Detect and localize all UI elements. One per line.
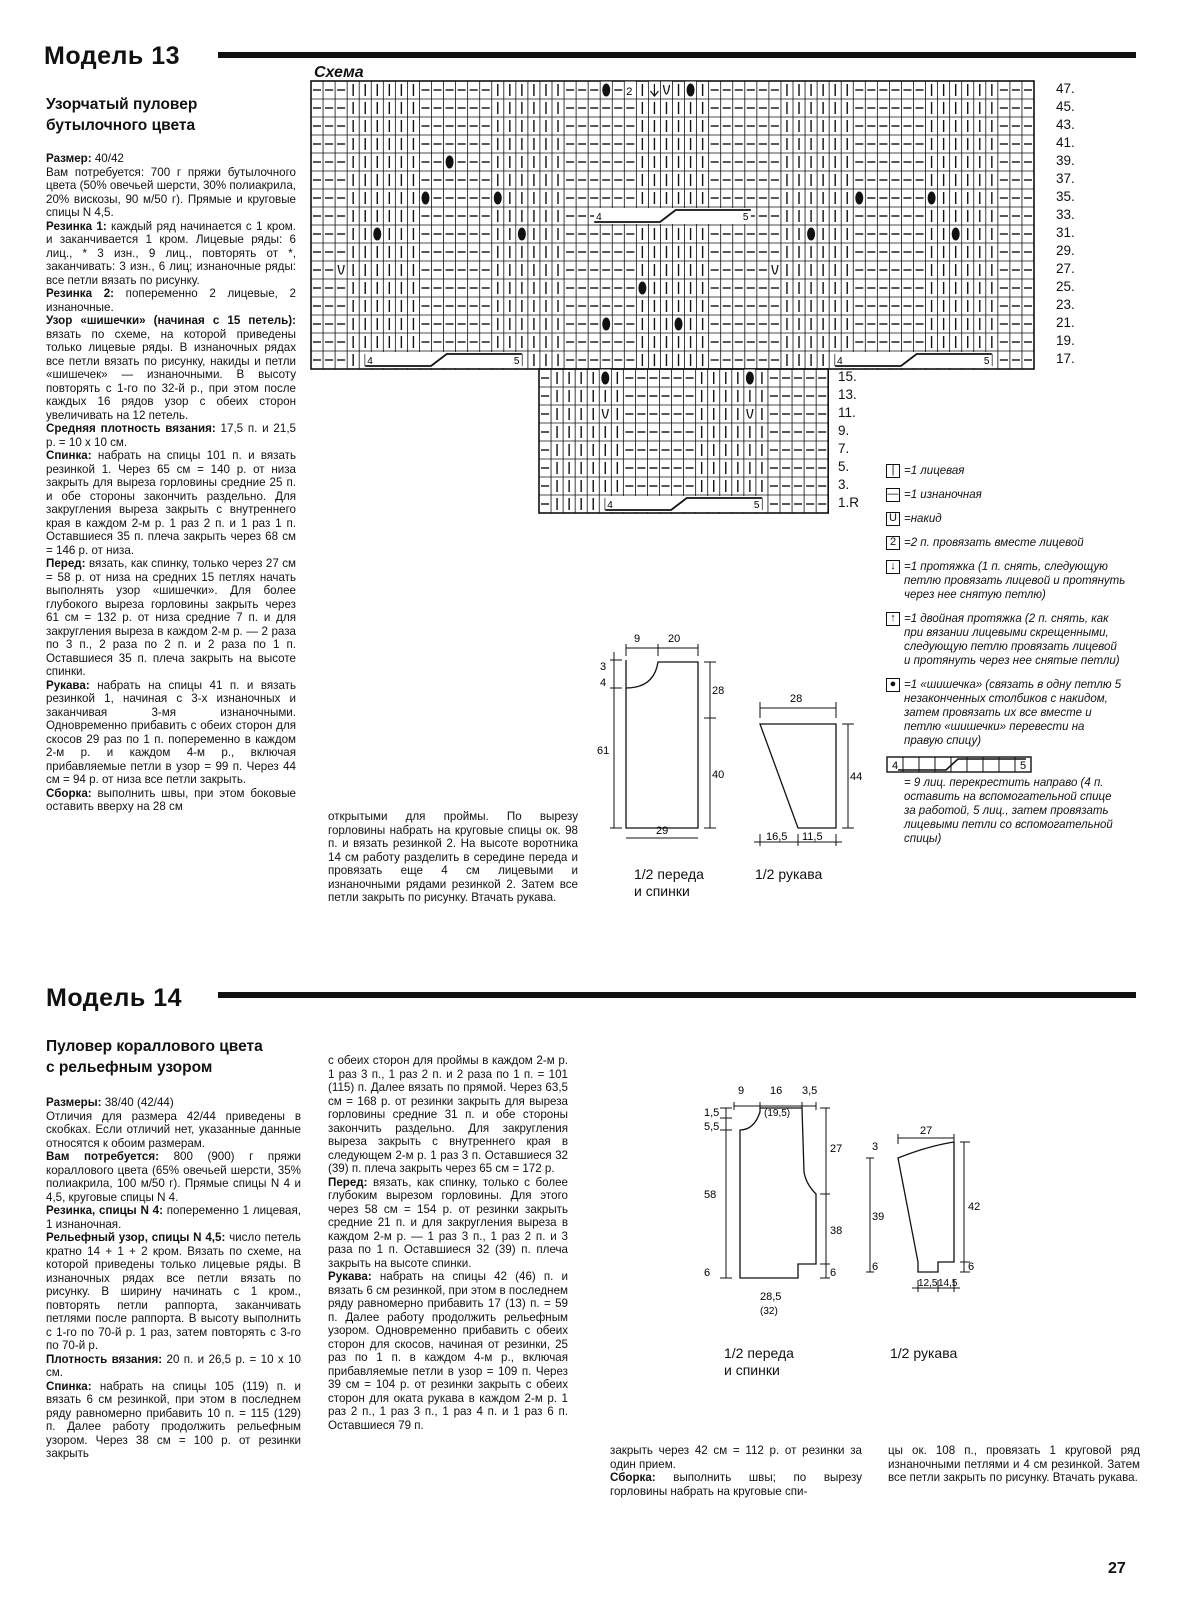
cable-left-num: 4: [837, 356, 843, 367]
slip-decrease-icon: ↓: [886, 560, 900, 574]
bobble-icon: [421, 192, 429, 205]
bobble-icon: [601, 372, 609, 385]
svg-text:39: 39: [872, 1211, 885, 1223]
svg-text:6: 6: [704, 1267, 711, 1279]
model14-title-rule: [218, 992, 1136, 998]
svg-text:16: 16: [770, 1085, 783, 1097]
cable-legend-left-num: 4: [892, 760, 899, 772]
bobble-icon: [373, 228, 381, 241]
cable-right-num: 5: [742, 212, 749, 223]
schema-legend: [886, 464, 1126, 846]
bobble-icon: ●: [886, 678, 900, 692]
svg-text:9: 9: [634, 633, 641, 645]
cable-right-num: 5: [513, 356, 520, 367]
model13-front-caption: 1/2 переда и спинки: [634, 866, 704, 899]
cable-legend-text: = 9 лиц. перекрестить направо (4 п. оставить на вспомогательной спице за работой, 5 лиц., затем провязать лицевыми петли со вспомогательной спицы): [904, 777, 1113, 845]
bobble-icon: [446, 156, 454, 169]
svg-text:6: 6: [968, 1261, 975, 1273]
svg-text:12,5: 12,5: [918, 1278, 938, 1289]
legend-item: ↑ =1 двойная протяжка (2 п. снять, как при вязании лицевыми скрещенными, следующую петлю провязать лицевой и протянуть через нее снятые петли): [886, 612, 1126, 668]
bobble-icon: [675, 318, 683, 331]
svg-text:3: 3: [600, 661, 607, 673]
cable-left-num: 4: [607, 500, 613, 511]
k2tog-icon: 2: [626, 86, 633, 98]
svg-text:14,5: 14,5: [938, 1278, 958, 1289]
legend-item: — =1 изнаночная: [887, 488, 982, 501]
cable-right-num: 5: [753, 500, 760, 511]
bobble-icon: [494, 192, 502, 205]
model14-sleeve-caption: 1/2 рукава: [890, 1345, 958, 1361]
model14-title: Модель 14: [46, 984, 183, 1012]
svg-text:3,5: 3,5: [802, 1085, 818, 1097]
model13-subtitle-line2: бутылочного цвета: [46, 117, 196, 134]
cable-legend-icon: [886, 756, 1036, 774]
svg-text:58: 58: [704, 1189, 717, 1201]
bobble-icon: [518, 228, 526, 241]
svg-text:42: 42: [968, 1201, 981, 1213]
bobble-icon: [952, 228, 960, 241]
model13-sleeve-diagram: [746, 682, 876, 862]
model14-text-column-4: цы ок. 108 п., провязать 1 круговой ряд изнаночными петлями и 4 см резинкой. Затем все петли закрыть по рисунку. Втачать рукава.: [888, 1444, 1140, 1484]
svg-text:(19,5): (19,5): [764, 1108, 791, 1119]
model14-front-caption: 1/2 переда и спинки: [724, 1345, 794, 1378]
legend-item: ↓ =1 протяжка (1 п. снять, следующую петлю провязать лицевой и протянуть через нее снятую петлю): [886, 560, 1126, 602]
svg-text:5,5: 5,5: [704, 1121, 720, 1133]
model14-front-diagram: [698, 1064, 868, 1317]
model14-sleeve-diagram: [858, 1120, 1008, 1320]
knit-icon: |: [886, 464, 900, 478]
svg-text:6: 6: [830, 1267, 837, 1279]
schema-row-numbers-bottom: 15. 13. 11. 9. 7. 5. 3. 1.R: [838, 369, 860, 510]
bobble-icon: [928, 192, 936, 205]
k2tog-icon: 2: [886, 536, 900, 550]
schema-label: Схема: [314, 64, 364, 81]
model13-subtitle-line1: Узорчатый пуловер: [46, 96, 198, 113]
model13-paragraph: Узор «шишечки» (начиная с 15 петель): вязать по схеме, на которой приведены только лицевые ряды. В изнаночных рядах все петли вязать по рисунку, накиды и петли «шишечек» — изнаночными. В высоту повторять с 1-го по 32-й р., при этом после каждых 16 рядов узор с обеих сторон увеличивать на 12 петель.: [46, 314, 296, 422]
legend-item: 2 =2 п. провязать вместе лицевой: [886, 536, 1126, 550]
legend-item: U =накид: [886, 512, 1126, 526]
model14-text-column-1: Размеры: 38/40 (42/44) Отличия для размера 42/44 приведены в скобках. Если отличий нет, указанные данные относятся к обоим размерам. Вам потребуется: 800 (900) г пряжи кораллового цвета (65% овечьей шерсти, 35% полиакрила, 100 м/50 г). Прямые спицы N 4 и 4,5, круговые спицы N 4. Резинка, спицы N 4: попеременно 1 лицевая, 1 изнаночная. Рельефный узор, спицы N 4,5: число петель кратно 14 + 1 + 2 кром. Вязать по схеме, на которой приведены только лицевые ряды. В изнаночных рядах все петли вязать по рисунку. В ширину начинать с 1 кром., повторять петли раппорта, заканчивать петлями после раппорта. В высоту выполнить с 1-го по 70-й р. 1 раз, затем повторять с 3-го по 70-й р. Плотность вязания: 20 п. и 26,5 р. = 10 х 10 см. Спинка: набрать на спицы 105 (119) п. и вязать 6 см резинкой, при этом в последнем ряду равномерно прибавить 10 п. = 115 (129) п. Далее работу продолжить рельефным узором. Через 38 см = 100 р. от резинки закрыть: [46, 1096, 301, 1460]
legend-item: ● =1 «шишечка» (связать в одну петлю 5 незаконченных столбиков с накидом, затем провязать их все вместе и петлю «шишечки» перевести на правую спицу): [886, 678, 1126, 748]
svg-text:29: 29: [656, 825, 669, 837]
svg-text:40: 40: [712, 769, 725, 781]
model13-paragraph: Резинка 1: каждый ряд начинается с 1 кром. и заканчивается 1 кром. Лицевые ряды: 6 лиц., * 3 изн., 9 лиц., повторять от *, заканчивать: 3 изн., 6 лиц; изнаночные ряды: все петли вязать по рисунку.: [46, 219, 296, 287]
svg-text:16,5: 16,5: [766, 831, 788, 843]
svg-text:9: 9: [738, 1085, 745, 1097]
model14-subtitle: Пуловер кораллового цвета с рельефным узором: [46, 1038, 263, 1076]
svg-text:20: 20: [668, 633, 681, 645]
bobble-icon: [602, 318, 610, 331]
model13-title: Модель 13: [44, 42, 181, 70]
double-decrease-icon: ↑: [886, 612, 900, 626]
model13-front-diagram: [596, 616, 726, 846]
svg-text:6: 6: [872, 1261, 879, 1273]
svg-text:1,5: 1,5: [704, 1107, 720, 1119]
bobble-icon: [807, 228, 815, 241]
svg-text:28: 28: [712, 685, 725, 697]
model13-paragraph: Размер: 40/42: [46, 152, 124, 165]
page-number: 27: [1108, 1560, 1126, 1577]
cable-left-num: 4: [596, 212, 602, 223]
model14-text-column-2: с обеих сторон для проймы в каждом 2-м р. 1 раз 3 п., 1 раз 2 п. и 2 раза по 1 п. = 101 (115) п. Далее вязать по прямой. Через 63,5 см = 168 р. от резинки закрыть для выреза горловины средние 31 п. и обе стороны закончить раздельно. Для закругления выреза закрыть с внутреннего края в следующем 2-м р. 1 раз 3 п. Оставшиеся 32 (39) п. плеча закрыть через 65 см = 172 р. Перед: вязать, как спинку, только с более глубоким вырезом горловины. Для этого через 58 см = 154 р. от резинки закрыть средние 21 п. и для закругления выреза в каждом 2-м р. — 1 раз 3 п., 1 раз 2 п. и 3 раза по 1 п. Оставшиеся 32 (39) п. плеча закрыть на высоте спинки. Рукава: набрать на спицы 42 (46) п. и вязать 6 см резинкой, при этом в последнем ряду равномерно прибавить 17 (13) п. = 59 п. Далее работу продолжить рельефным узором. Одновременно прибавить с обеих сторон для скосов, начиная от резинки, 25 раз по 1 п. в каждом 4-м р., включая прибавляемые петли в узор = 109 п. Через 39 см = 104 р. от резинки закрыть с обеих сторон для оката рукава в каждом 2-м р. 1 раз 2 п., 1 раз 3 п., 1 раз 4 п. и 1 раз 6 п. Оставшиеся 79 п.: [328, 1054, 568, 1432]
svg-text:61: 61: [597, 745, 610, 757]
legend-item: | =1 лицевая: [886, 464, 1126, 478]
svg-text:27: 27: [920, 1125, 933, 1137]
model14-text-column-3: закрыть через 42 см = 112 р. от резинки за один прием. Сборка: выполнить швы; по вырезу горловины набрать на круговые спи-: [610, 1444, 862, 1498]
schema-row-numbers-top: 47. 45. 43. 41. 39. 37. 35. 33. 31. 29. 27. 25. 23. 21. 19. 17.: [1056, 81, 1075, 366]
model13-paragraph: Сборка: выполнить швы, при этом боковые оставить вверху на 28 см: [46, 786, 296, 813]
svg-text:(32): (32): [760, 1306, 778, 1317]
svg-text:4: 4: [600, 677, 607, 689]
purl-icon: —: [887, 488, 899, 500]
svg-text:38: 38: [830, 1225, 843, 1237]
bobble-icon: [602, 84, 610, 97]
model13-paragraph: Резинка 2: попеременно 2 лицевые, 2 изнаночные.: [46, 287, 296, 314]
bobble-icon: [855, 192, 863, 205]
model13-paragraph: Перед: вязать, как спинку, только через 27 см = 58 р. от низа на средних 15 петлях начать выполнять узор «шишечки». Для более глубокого выреза горловины закрыть через 61 см = 132 р. от низа средние 7 п. и для закругления выреза в каждом 2-м р. — 2 раза по 3 п., 2 раза по 2 п. и 2 раза по 1 п. Оставшиеся 35 п. плеча закрыть на высоте спинки.: [46, 557, 296, 678]
cable-right-num: 5: [983, 356, 990, 367]
bobble-icon: [687, 84, 695, 97]
svg-text:27: 27: [830, 1143, 843, 1155]
svg-text:11,5: 11,5: [802, 831, 823, 843]
bobble-icon: [638, 282, 646, 295]
cable-left-num: 4: [367, 356, 373, 367]
svg-text:44: 44: [850, 771, 863, 783]
model13-continuation: открытыми для проймы. По вырезу горловины набрать на круговые спицы ок. 98 п. и вязать резинкой 2. На высоте воротника 14 см работу разделить в середине переда и провязать еще 4 см лицевыми и изнаночными рядами резинкой 2. Затем все петли закрыть по рисунку. Втачать рукава.: [328, 810, 578, 904]
svg-text:3: 3: [872, 1141, 879, 1153]
model13-paragraph: Спинка: набрать на спицы 101 п. и вязать резинкой 1. Через 65 см = 140 р. от низа закрыть для выреза горловины средние 25 п. и обе стороны закончить раздельно. Для закругления выреза закрыть с внутреннего края в каждом 2-м р. 1 раз 2 п. и 1 раз 1 п. Оставшиеся 35 п. плеча закрыть через 68 см = 146 р. от низа.: [46, 449, 296, 557]
cable-legend: [886, 756, 1126, 776]
model13-sleeve-caption: 1/2 рукава: [755, 866, 823, 882]
yarn-over-icon: U: [886, 512, 900, 526]
cable-legend-right-num: 5: [1020, 760, 1027, 772]
bobble-icon: [746, 372, 754, 385]
svg-text:28,5: 28,5: [760, 1291, 782, 1303]
model13-paragraph: Средняя плотность вязания: 17,5 п. и 21,5 р. = 10 х 10 см.: [46, 422, 296, 449]
model13-paragraph: Рукава: набрать на спицы 41 п. и вязать резинкой 1, начиная с 3-х изнаночных и заканчивая 3-мя изнаночными. Одновременно прибавить с обеих сторон для скосов 29 раз по 1 п. попеременно в каждом 2-м р. и каждом 4-м р., включая прибавляемые петли в узор = 99 п. Через 44 см = 94 р. от низа все петли закрыть.: [46, 678, 296, 786]
model13-paragraph: Вам потребуется: 700 г пряжи бутылочного цвета (50% овечьей шерсти, 30% полиакрила, 20% вискозы, 90 м/50 г). Прямые и круговые спицы N 4,5.: [46, 165, 296, 219]
svg-text:28: 28: [790, 693, 803, 705]
